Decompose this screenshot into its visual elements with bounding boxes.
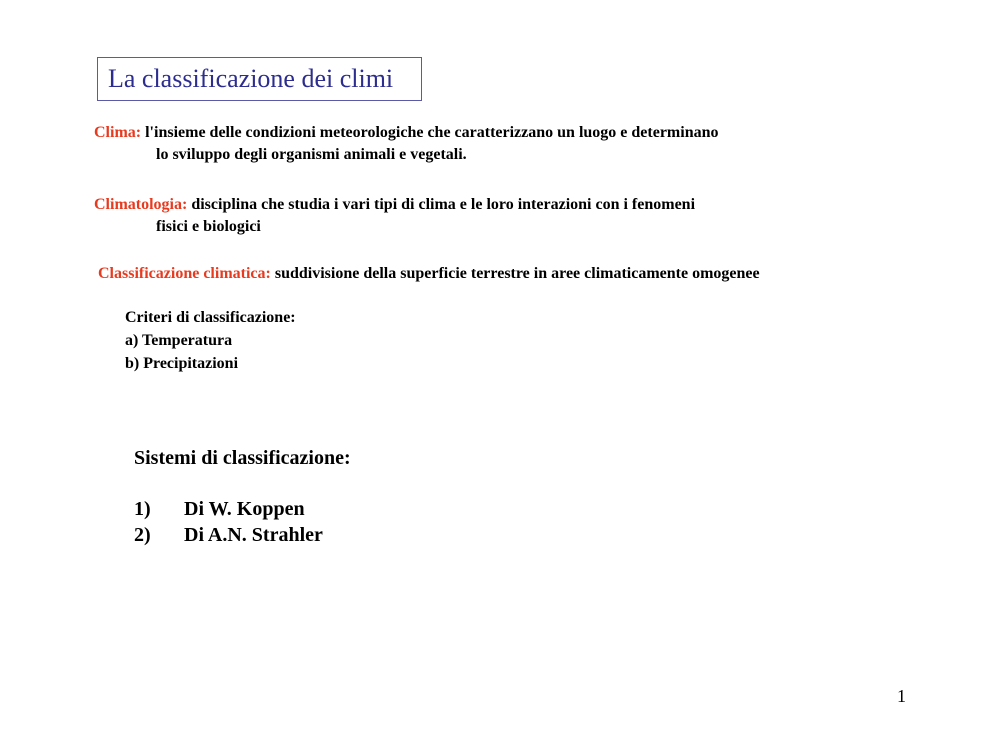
systems-item <box>134 496 351 522</box>
criteria-item: b) Precipitazioni <box>125 355 239 372</box>
definition-text: disciplina che studia i vari tipi di clima e le loro interazioni con i fenomeni <box>187 196 696 213</box>
systems-item-label: Di A.N. Strahler <box>184 524 323 546</box>
systems-item-label: Di W. Koppen <box>184 498 305 520</box>
definition-term: Climatologia: <box>94 196 188 213</box>
definition-term: Clima: <box>94 124 142 141</box>
definition-clima <box>94 122 719 166</box>
definition-text: l'insieme delle condizioni meteorologiche che caratterizzano un luogo e determinano <box>141 124 719 141</box>
criteria-block <box>125 306 296 375</box>
page-number: 1 <box>897 686 906 706</box>
criteria-item: a) Temperatura <box>125 332 233 349</box>
criteria-heading: Criteri di classificazione: <box>125 309 296 326</box>
systems-item <box>134 522 351 548</box>
systems-item-number: 2) <box>134 524 151 546</box>
page-title: La classificazione dei climi <box>108 64 394 93</box>
systems-item-number: 1) <box>134 498 151 520</box>
title-box <box>97 57 422 101</box>
definition-classificazione <box>98 263 760 285</box>
definition-climatologia <box>94 194 695 238</box>
definition-term: Classificazione climatica: <box>98 265 271 282</box>
definition-text: suddivisione della superficie terrestre in aree climaticamente omogenee <box>270 265 760 282</box>
systems-heading: Sistemi di classificazione: <box>134 447 351 469</box>
definition-text-cont: lo sviluppo degli organismi animali e vegetali. <box>156 146 467 163</box>
definition-text-cont: fisici e biologici <box>156 218 261 235</box>
systems-block <box>134 447 351 548</box>
